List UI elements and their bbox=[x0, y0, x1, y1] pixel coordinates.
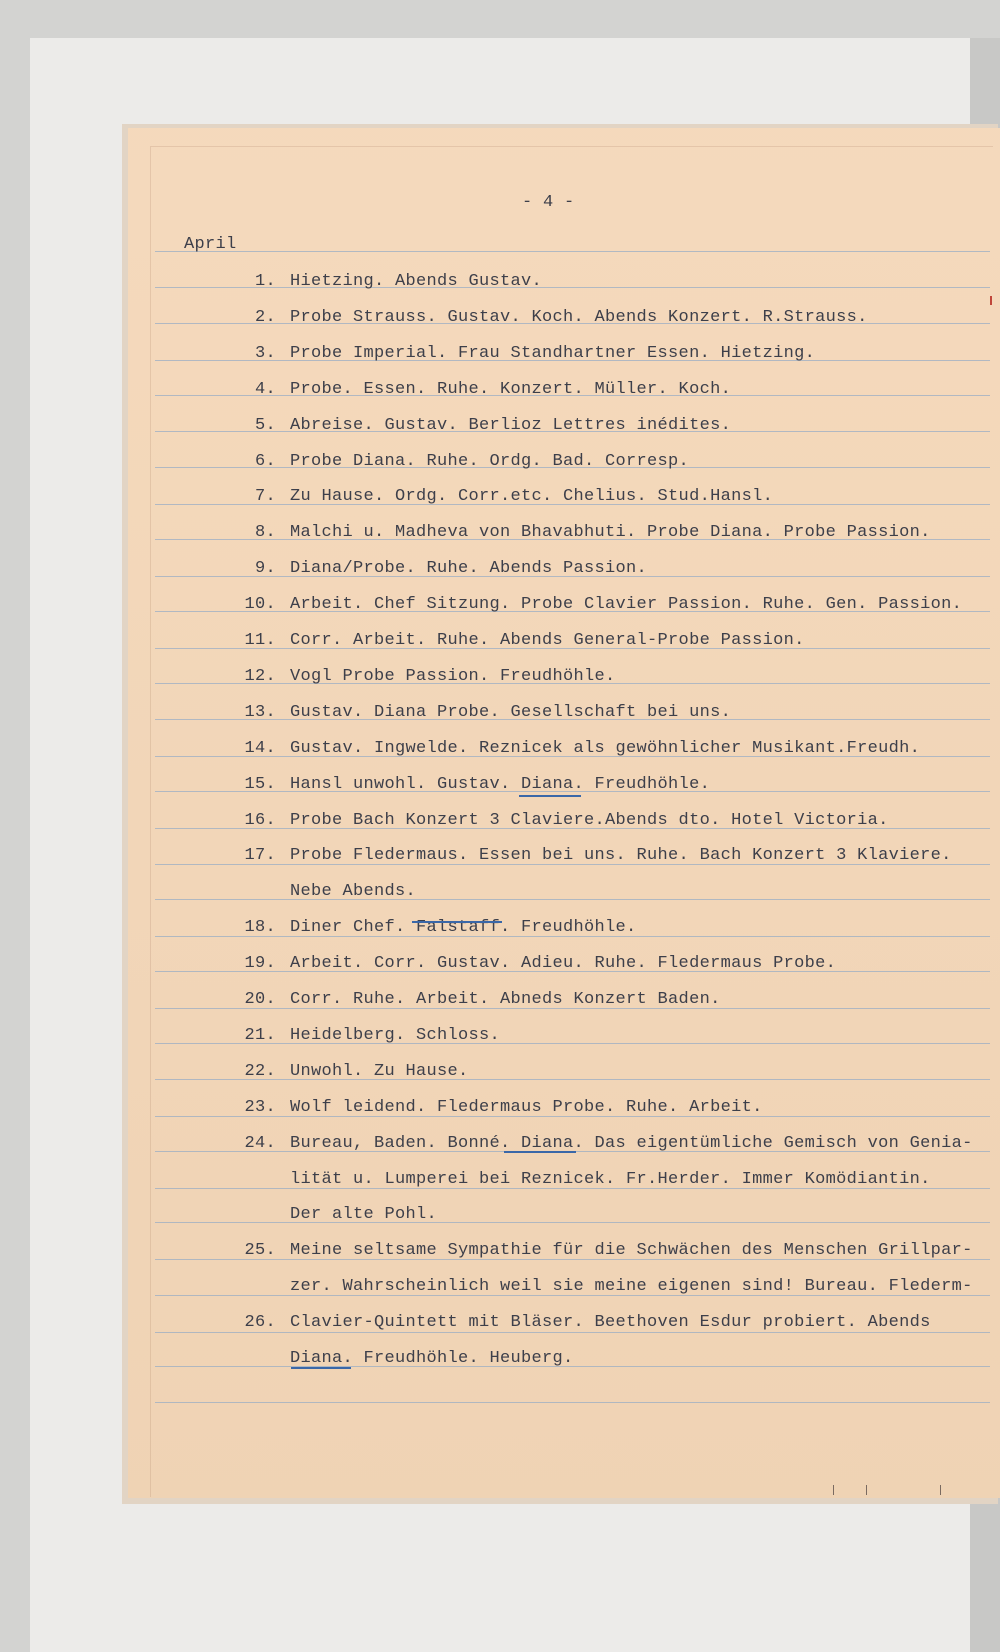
underline-stroke bbox=[519, 795, 581, 797]
entry-text: Unwohl. Zu Hause. bbox=[290, 1061, 469, 1081]
entry-text: Probe Diana. Ruhe. Ordg. Bad. Corresp. bbox=[290, 451, 690, 471]
entry-number: 14. bbox=[244, 738, 276, 758]
entry-number: 25. bbox=[244, 1241, 276, 1261]
entry-text: Zu Hause. Ordg. Corr.etc. Chelius. Stud.Hansl. bbox=[290, 487, 774, 507]
entry-text: Diner Chef. Falstaff. Freudhöhle. bbox=[290, 918, 637, 938]
entry-text: Hietzing. Abends Gustav. bbox=[290, 272, 543, 291]
entry-number: 8. bbox=[254, 523, 276, 543]
entry-text: Hansl unwohl. Gustav. Diana. Freudhöhle. bbox=[290, 774, 711, 794]
month-heading: April bbox=[184, 235, 237, 254]
entry-number: 23. bbox=[244, 1097, 276, 1117]
entry-text: Probe Bach Konzert 3 Claviere.Abends dto. Hotel Victoria. bbox=[290, 810, 889, 830]
entry-number: 17. bbox=[244, 846, 276, 866]
entry-text: Probe Strauss. Gustav. Koch. Abends Konzert. R.Strauss. bbox=[290, 307, 868, 327]
entry-text: Der alte Pohl. bbox=[290, 1205, 438, 1225]
entry-text: lität u. Lumperei bei Reznicek. Fr.Herder. Immer Komödiantin. bbox=[290, 1169, 931, 1189]
edge-tick bbox=[940, 1485, 941, 1495]
entry-number: 4. bbox=[254, 379, 276, 399]
ruled-line bbox=[155, 899, 990, 900]
underline-stroke bbox=[412, 921, 502, 923]
entry-text: Diana. Freudhöhle. Heuberg. bbox=[290, 1349, 574, 1368]
entry-number: 12. bbox=[244, 666, 276, 686]
entry-number: 5. bbox=[254, 415, 276, 435]
entry-text: Nebe Abends. bbox=[290, 882, 417, 902]
entry-text: Arbeit. Corr. Gustav. Adieu. Ruhe. Fledermaus Probe. bbox=[290, 954, 837, 974]
entry-text: Diana/Probe. Ruhe. Abends Passion. bbox=[290, 559, 648, 579]
entry-number: 7. bbox=[254, 487, 276, 507]
entry-number: 19. bbox=[244, 954, 276, 974]
entry-text: Vogl Probe Passion. Freudhöhle. bbox=[290, 666, 616, 686]
underline-stroke bbox=[291, 1367, 351, 1369]
entry-text: Corr. Ruhe. Arbeit. Abneds Konzert Baden. bbox=[290, 990, 721, 1009]
entry-number: 20. bbox=[244, 990, 276, 1009]
entry-number: 13. bbox=[244, 702, 276, 722]
entry-number: 15. bbox=[244, 774, 276, 794]
entry-text: Bureau, Baden. Bonné. Diana. Das eigentümliche Gemisch von Genia- bbox=[290, 1133, 973, 1153]
entry-number: 6. bbox=[254, 451, 276, 471]
entry-text: Gustav. Diana Probe. Gesellschaft bei uns. bbox=[290, 702, 732, 722]
entry-number: 9. bbox=[254, 559, 276, 579]
entry-text: Probe Fledermaus. Essen bei uns. Ruhe. Bach Konzert 3 Klaviere. bbox=[290, 846, 952, 866]
entry-number: 2. bbox=[254, 307, 276, 327]
entry-number: 24. bbox=[244, 1133, 276, 1153]
entry-text: zer. Wahrscheinlich weil sie meine eigenen sind! Bureau. Flederm- bbox=[290, 1277, 973, 1297]
entry-number: 26. bbox=[244, 1313, 276, 1333]
entry-number: 22. bbox=[244, 1061, 276, 1081]
entry-text: Probe Imperial. Frau Standhartner Essen. Hietzing. bbox=[290, 343, 816, 363]
entry-number: 21. bbox=[244, 1025, 276, 1045]
ruled-line bbox=[155, 251, 990, 252]
entry-number: 18. bbox=[244, 918, 276, 938]
entry-number: 1. bbox=[254, 272, 276, 291]
entry-text: Probe. Essen. Ruhe. Konzert. Müller. Koch. bbox=[290, 379, 732, 399]
entry-text: Heidelberg. Schloss. bbox=[290, 1025, 501, 1045]
entry-number: 10. bbox=[244, 595, 276, 615]
underline-stroke bbox=[504, 1151, 576, 1153]
entry-text: Clavier-Quintett mit Bläser. Beethoven Esdur probiert. Abends bbox=[290, 1313, 931, 1333]
ruled-line bbox=[155, 1332, 990, 1333]
ruled-line bbox=[155, 1079, 990, 1080]
ruled-line bbox=[155, 1043, 990, 1044]
ruled-line bbox=[155, 1222, 990, 1223]
page-number: - 4 - bbox=[522, 193, 575, 212]
entry-text: Wolf leidend. Fledermaus Probe. Ruhe. Arbeit. bbox=[290, 1097, 763, 1117]
entry-text: Meine seltsame Sympathie für die Schwächen des Menschen Grillpar- bbox=[290, 1241, 973, 1261]
entry-text: Gustav. Ingwelde. Reznicek als gewöhnlicher Musikant.Freudh. bbox=[290, 738, 921, 758]
red-margin-mark bbox=[990, 296, 992, 305]
entry-text: Arbeit. Chef Sitzung. Probe Clavier Passion. Ruhe. Gen. Passion. bbox=[290, 595, 963, 615]
ruled-line bbox=[155, 287, 990, 288]
entry-text: Corr. Arbeit. Ruhe. Abends General-Probe Passion. bbox=[290, 631, 805, 650]
edge-tick bbox=[866, 1485, 867, 1495]
entry-number: 3. bbox=[254, 343, 276, 363]
edge-tick bbox=[833, 1485, 834, 1495]
entry-text: Abreise. Gustav. Berlioz Lettres inédites. bbox=[290, 415, 732, 435]
entry-number: 11. bbox=[244, 631, 276, 650]
ruled-line bbox=[155, 1402, 990, 1403]
entry-text: Malchi u. Madheva von Bhavabhuti. Probe Diana. Probe Passion. bbox=[290, 523, 931, 543]
entry-number: 16. bbox=[244, 810, 276, 830]
